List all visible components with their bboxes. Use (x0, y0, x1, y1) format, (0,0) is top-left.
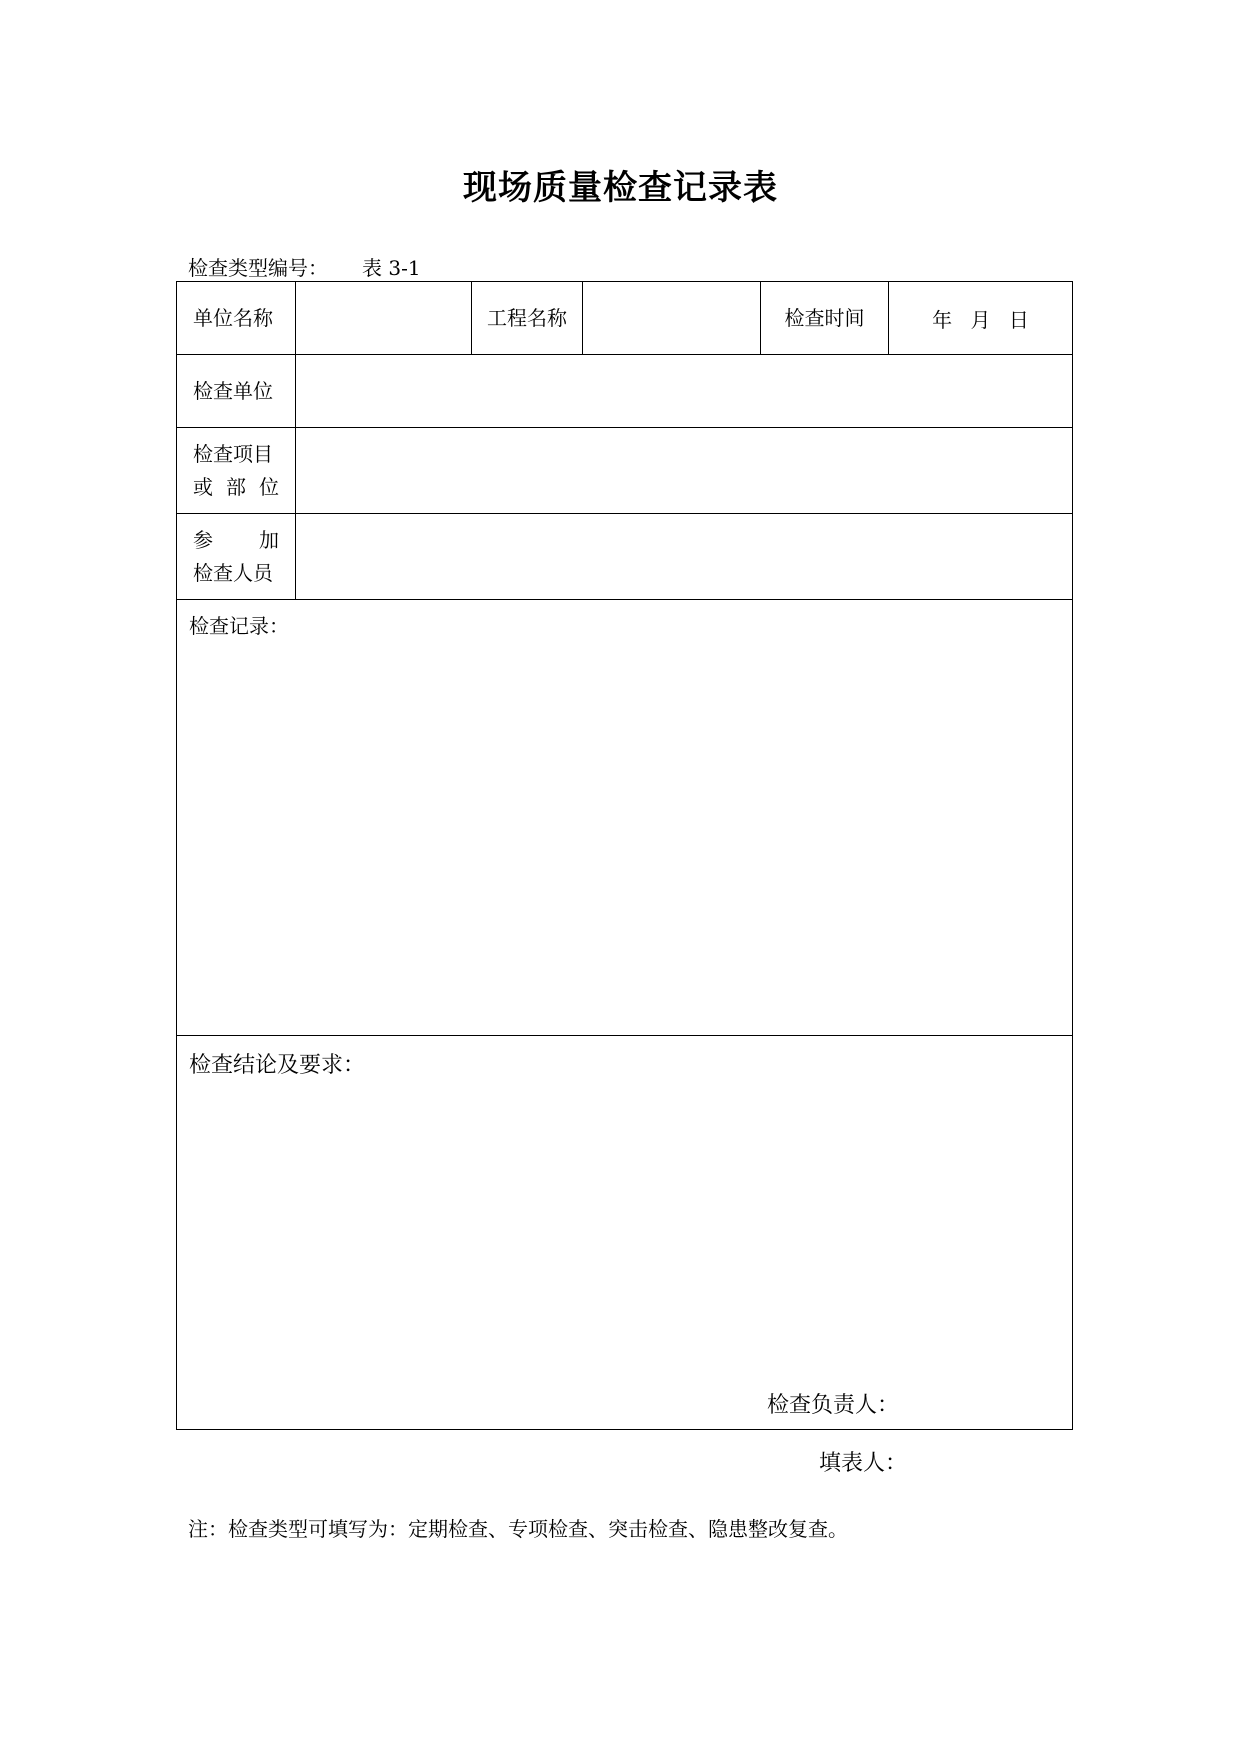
inspection-record-field[interactable] (177, 600, 1073, 1036)
check-item-field[interactable] (296, 428, 1073, 514)
conclusion-field[interactable] (177, 1036, 1073, 1430)
participants-label (177, 514, 296, 600)
page-title: 现场质量检查记录表 (463, 168, 778, 208)
check-item-label-line2: 或 部 位 (193, 474, 279, 499)
check-item-label-line1: 检查项目 (193, 441, 273, 466)
conclusion-label: 检查结论及要求： (189, 1053, 366, 1078)
check-date-field[interactable] (889, 282, 1073, 355)
form-filler-label: 填表人： (819, 1451, 908, 1476)
participants-label-line2: 检查人员 (193, 560, 273, 585)
table-code: 表 3-1 (362, 256, 421, 280)
participants-label-line1: 参 加 (193, 527, 279, 552)
project-name-label: 工程名称 (472, 282, 583, 355)
check-time-label: 检查时间 (761, 282, 889, 355)
footnote: 注：检查类型可填写为：定期检查、专项检查、突击检查、隐患整改复查。 (188, 1517, 848, 1541)
inspection-leader-label: 检查负责人： (767, 1393, 900, 1418)
form-row-check-unit (177, 355, 1073, 428)
date-day-label: 日 (1008, 307, 1029, 332)
check-item-label (177, 428, 296, 514)
participants-field[interactable] (296, 514, 1073, 600)
inspection-type-label: 检查类型编号： (188, 256, 328, 280)
inspection-form-table (176, 281, 1073, 1430)
date-month-label: 月 (970, 307, 991, 332)
form-row-participants (177, 514, 1073, 600)
unit-name-label: 单位名称 (177, 282, 296, 355)
project-name-field[interactable] (583, 282, 761, 355)
unit-name-field[interactable] (296, 282, 472, 355)
inspection-type-line (188, 252, 421, 281)
date-year-label: 年 (932, 307, 953, 332)
form-row-record (177, 600, 1073, 1036)
form-row-conclusion (177, 1036, 1073, 1430)
inspection-record-label: 检查记录： (189, 614, 289, 638)
check-unit-label: 检查单位 (177, 355, 296, 428)
form-row-check-item (177, 428, 1073, 514)
form-row-basic-info (177, 282, 1073, 355)
check-unit-field[interactable] (296, 355, 1073, 428)
